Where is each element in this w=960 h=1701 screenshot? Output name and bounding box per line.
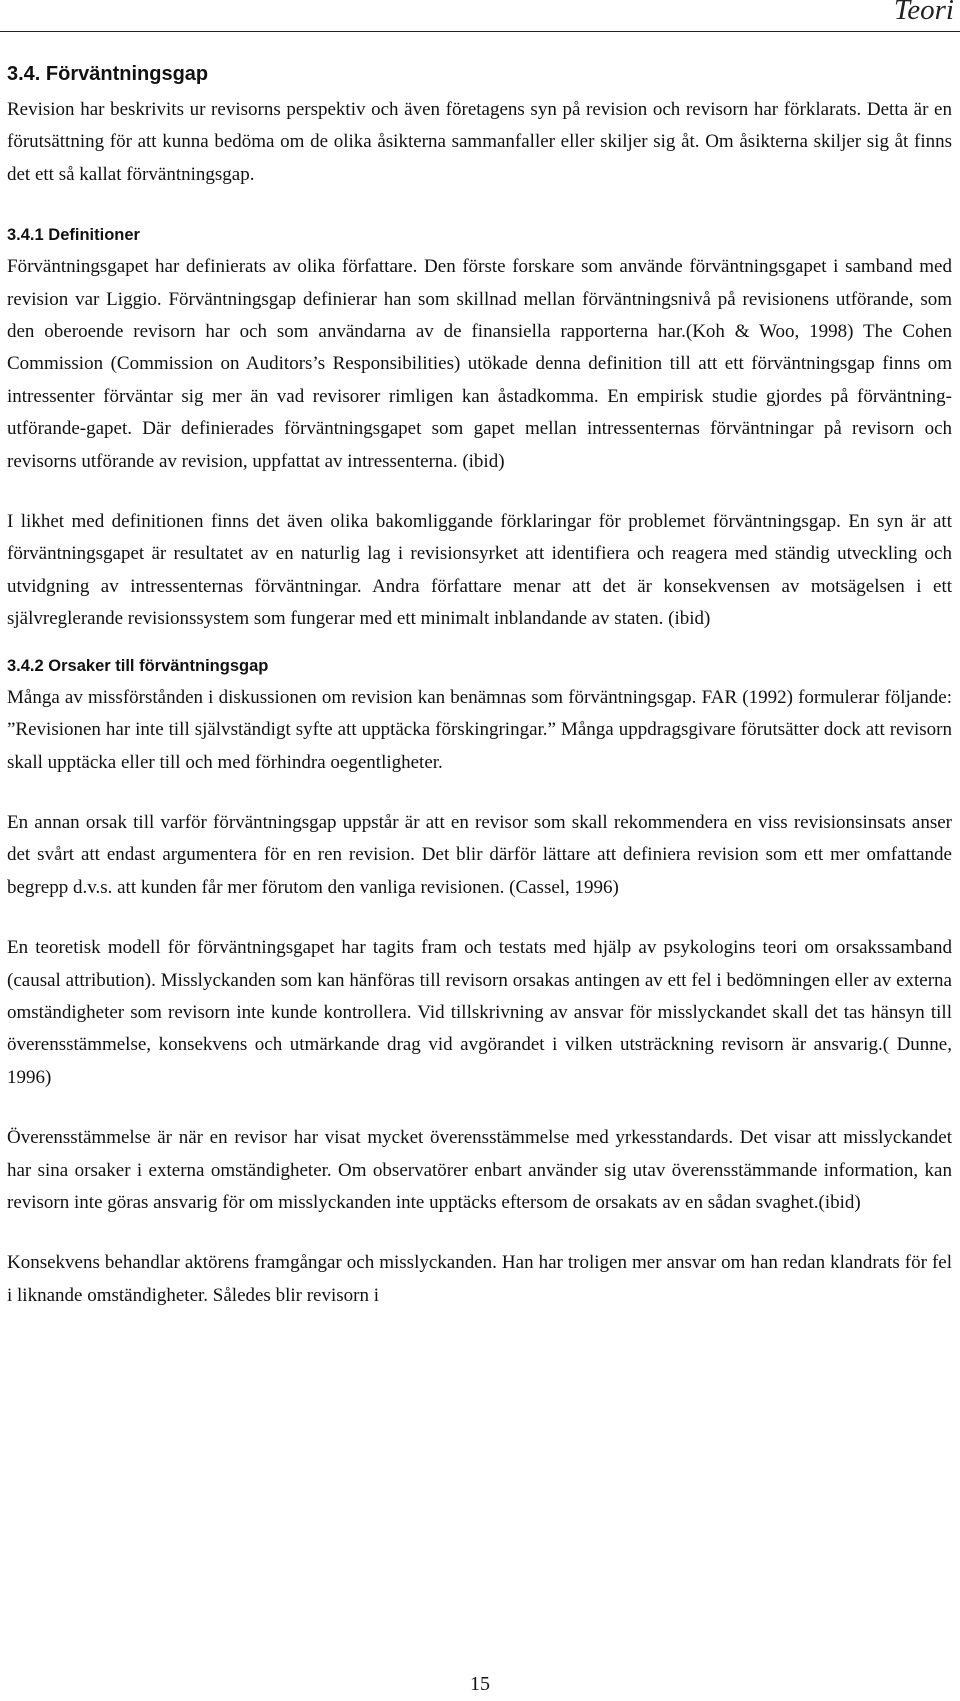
running-header	[0, 0, 960, 32]
spacer	[7, 1094, 952, 1122]
section-heading: 3.4. Förväntningsgap	[7, 63, 209, 85]
definitions-paragraph-2: I likhet med definitionen finns det även olika bakomliggande förklaringar för problemet förväntningsgap. En syn är att förväntningsgapet är resultatet av en naturlig lag i revisionsyrket att identifiera och reagera med ständig utveckling och utvidgning av intressenternas förväntningar. Andra författare menar att det är konsekvensen av motsägelsen i ett självreglerande revisionssystem som fungerar med ett minimalt inblandande av staten. (ibid)	[7, 511, 952, 630]
page-number: 15	[470, 1673, 490, 1695]
spacer	[7, 779, 952, 807]
causes-paragraph-1: Många av missförstånden i diskussionen om revision kan benämnas som förväntningsgap. FAR (1992) formulerar följande: ”Revisionen har inte till självständigt syfte att upptäcka förskingringar.” Många uppdragsgivare förutsätter dock att revisorn skall upptäcka eller till och med förhindra oegentligheter.	[7, 686, 952, 773]
spacer	[7, 191, 952, 219]
running-header-title: Teori	[893, 0, 954, 26]
header-rule	[0, 31, 960, 32]
causes-paragraph-5: Konsekvens behandlar aktörens framgångar och misslyckanden. Han har troligen mer ansvar om han redan klandrats för fel i liknande omständigheter. Således blir revisorn i	[7, 1252, 952, 1306]
causes-paragraph-4: Överensstämmelse är när en revisor har visat mycket överensstämmelse med yrkesstandards. Det visar att misslyckandet har sina orsaker i externa omständigheter. Om observatörer enbart använder sig utav överensstämmande information, kan revisorn inte göras ansvarig för om misslyckanden inte upptäcks eftersom de orsakats av en sådan svaghet.(ibid)	[7, 1127, 952, 1213]
causes-paragraph-2: En annan orsak till varför förväntningsgap uppstår är att en revisor som skall rekommendera en viss revisionsinsats anser det svårt att endast argumentera för en ren revision. Det blir därför lättare att definiera revision som ett mer omfattande begrepp d.v.s. att kunden får mer förutom den vanliga revisionen. (Cassel, 1996)	[7, 811, 952, 898]
spacer	[7, 636, 952, 650]
spacer	[7, 1219, 952, 1247]
section-intro-paragraph: Revision har beskrivits ur revisorns perspektiv och även företagens syn på revision och revisorn har förklarats. Detta är en förutsättning för att kunna bedöma om de olika åsikterna sammanfaller eller skiljer sig åt. Om åsikterna skiljer sig åt finns det ett så kallat förväntningsgap.	[7, 99, 952, 185]
causes-paragraph-3: En teoretisk modell för förväntningsgapet har tagits fram och testats med hjälp av psykologins teori om orsakssamband (causal attribution). Misslyckanden som kan hänföras till revisorn orsakas antingen av ett fel i bedömningen eller av externa omständigheter som revisorn inte kunde kontrollera. Vid tillskrivning av ansvar för misslyckandet skall det tas hänsyn till överensstämmelse, konsekvens och utmärkande drag vid avgörandet i vilken utsträckning revisorn är ansvarig.( Dunne, 1996)	[7, 937, 952, 1088]
page-body	[7, 58, 952, 1312]
definitions-paragraph-1: Förväntningsgapet har definierats av olika författare. Den förste forskare som använde förväntningsgapet i samband med revision var Liggio. Förväntningsgap definierar han som skillnad mellan förväntningsnivå på revisionens utförande, som den oberoende revisorn har och som användarna av de finansiella rapporterna har.(Koh & Woo, 1998) The Cohen Commission (Commission on Auditors’s Responsibilities) utökade denna definition till att ett förväntningsgap finns om intressenter förväntar sig mer än vad revisorer rimligen kan åstadkomma. En empirisk studie gjordes på förväntning-utförande-gapet. Där definierades förväntningsgapet som gapet mellan intressenternas förväntningar på revisorn och revisorns utförande av revision, uppfattat av intressenterna. (ibid)	[7, 256, 952, 472]
subsection-heading-definitions: 3.4.1 Definitioner	[7, 226, 140, 245]
subsection-heading-causes: 3.4.2 Orsaker till förväntningsgap	[7, 656, 269, 675]
spacer	[7, 904, 952, 932]
spacer	[7, 478, 952, 506]
